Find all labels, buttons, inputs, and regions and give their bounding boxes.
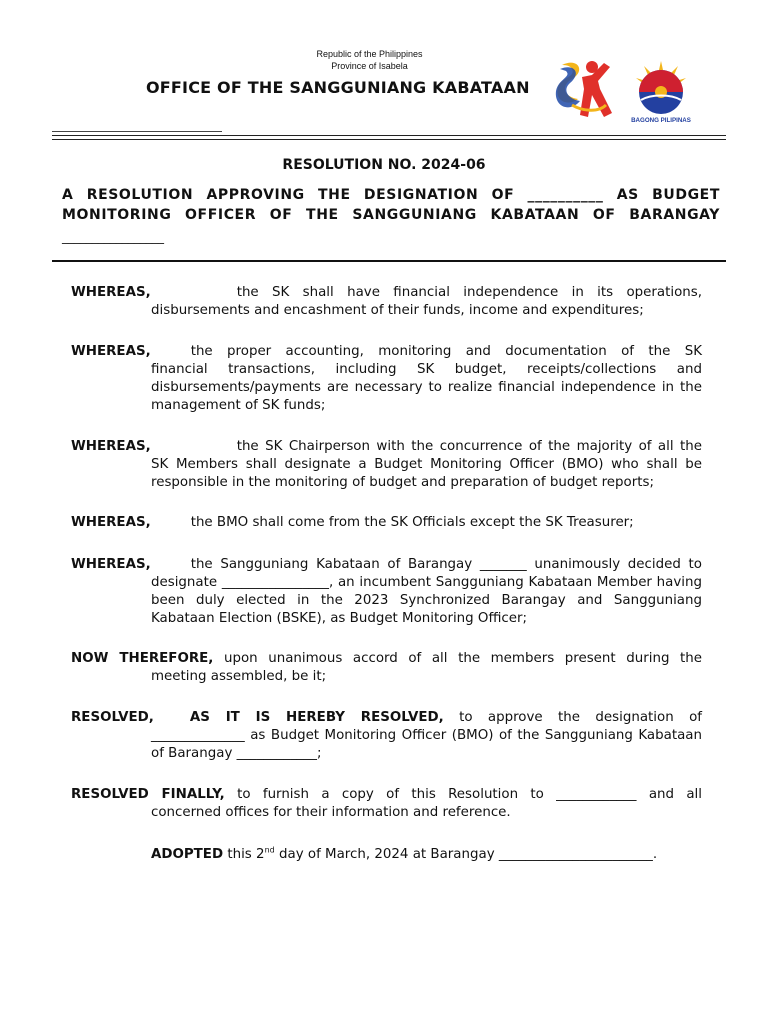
resolution-title: A RESOLUTION APPROVING THE DESIGNATION OF __________ AS BUDGET MONITORING OFFICER OF THE SANGGUNIANG KABATAAN OF BARANGAY — [62, 187, 720, 223]
clause-body: designate ________________, an incumbent Sangguniang Kabataan Member having been duly elected in the 2023 Synchronized Barangay and Sangguniang Kabataan Election (BSKE), as Budget Monitoring Officer; — [151, 575, 702, 626]
clause-first-line: upon unanimous accord of all the members present during the — [223, 651, 703, 666]
adopted-keyword: ADOPTED — [151, 847, 224, 862]
clause-body: financial transactions, including SK budget, receipts/collections and disbursements/payments are necessary to realize financial independence in the management of SK funds; — [151, 362, 702, 413]
adopted-text-after: day of March, 2024 at Barangay _______________________. — [278, 847, 658, 862]
bagong-pilipinas-logo — [626, 58, 696, 124]
clause-body: ______________ as Budget Monitoring Officer (BMO) of the Sangguniang Kabataan of Barangay ____________; — [151, 728, 702, 761]
clause-first-line: the proper accounting, monitoring and documentation of the SK — [190, 344, 702, 359]
clause-keyword: WHEREAS, — [71, 439, 151, 454]
adopted-text-before: this 2 — [227, 847, 265, 862]
whereas-clause-4 — [71, 514, 702, 532]
whereas-clause-5 — [71, 556, 702, 628]
clause-first-line: the SK shall have financial independence in its operations, — [236, 285, 702, 300]
whereas-clause-3 — [71, 438, 702, 492]
clause-first-line: to furnish a copy of this Resolution to ____________ and all — [237, 787, 702, 802]
sk-logo — [552, 55, 618, 125]
whereas-clause-1 — [71, 284, 702, 320]
clause-keyword-secondary: AS IT IS HEREBY RESOLVED, — [189, 710, 444, 725]
adopted-line — [71, 846, 702, 864]
clause-keyword: WHEREAS, — [71, 557, 151, 572]
clause-keyword: WHEREAS, — [71, 285, 151, 300]
clause-body: meeting assembled, be it; — [151, 669, 327, 684]
clause-keyword: RESOLVED FINALLY, — [71, 787, 225, 802]
header-rule-short — [52, 131, 222, 132]
office-title: OFFICE OF THE SANGGUNIANG KABATAAN — [146, 78, 530, 97]
clause-body: SK Members shall designate a Budget Monitoring Officer (BMO) who shall be responsible in the monitoring of budget and preparation of budget reports; — [151, 457, 702, 490]
resolution-title-blank: _________________ — [62, 230, 164, 244]
clause-body: disbursements and encashment of their funds, income and expenditures; — [151, 303, 644, 318]
header-rule-top — [52, 135, 726, 136]
whereas-clause-2 — [71, 343, 702, 415]
resolved-clause — [71, 709, 702, 763]
resolution-number: RESOLUTION NO. 2024-06 — [282, 157, 486, 173]
bagong-pilipinas-label: BAGONG PILIPINAS — [631, 117, 691, 124]
province-line: Province of Isabela — [331, 61, 408, 71]
republic-line: Republic of the Philippines — [316, 49, 423, 59]
clause-first-line: the BMO shall come from the SK Officials except the SK Treasurer; — [190, 515, 634, 530]
clause-keyword: WHEREAS, — [71, 515, 151, 530]
adopted-superscript: nd — [264, 845, 275, 855]
clause-keyword: WHEREAS, — [71, 344, 151, 359]
clause-first-line: the SK Chairperson with the concurrence of the majority of all the — [236, 439, 702, 454]
clause-keyword: RESOLVED, — [71, 710, 154, 725]
title-divider — [52, 260, 726, 262]
now-therefore-clause — [71, 650, 702, 686]
clause-first-line: to approve the designation of — [459, 710, 702, 725]
letterhead-republic — [262, 48, 477, 72]
clause-keyword: NOW THEREFORE, — [71, 651, 214, 666]
resolved-finally-clause — [71, 786, 702, 822]
clause-first-line: the Sangguniang Kabataan of Barangay _______ unanimously decided to — [190, 557, 702, 572]
clause-body: concerned offices for their information and reference. — [151, 805, 511, 820]
header-rule-bottom — [52, 139, 726, 140]
